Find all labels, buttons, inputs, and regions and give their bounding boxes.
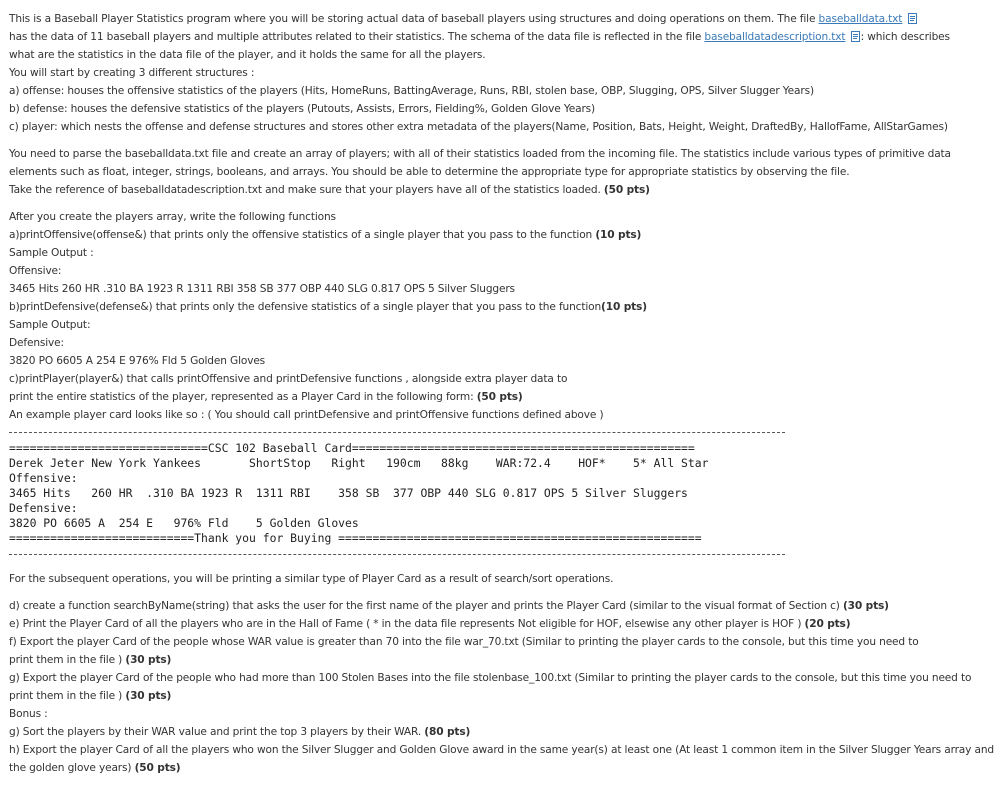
bonus-task-g — [9, 725, 470, 739]
subsequent-note: For the subsequent operations, you will be printing a similar type of Player Card as a result of search/sort operations. — [9, 573, 614, 585]
bonus-task-h-line-1: h) Export the player Card of all the players who won the Silver Slugger and Golden Glove award in the same year(s) at least one (At least 1 common item in the Silver Slugger Years array and — [9, 744, 994, 756]
parse-line-3 — [9, 183, 650, 197]
defensive-heading: Defensive: — [9, 337, 64, 349]
task-e — [9, 617, 850, 631]
document-preview-icon[interactable] — [851, 31, 861, 42]
intro-text: This is a Baseball Player Statistics program where you will be storing actual data of baseball players using structures and doing operations on them. The file — [9, 13, 819, 25]
parse-line-1: You need to parse the baseballdata.txt file and create an array of players; with all of their statistics loaded from the incoming file. The statistics include various types of primitive data — [9, 148, 951, 160]
points-label: (80 pts) — [424, 726, 471, 738]
task-e-text: e) Print the Player Card of all the players who are in the Hall of Fame ( * in the data file represents Not eligible for HOF, elsewise any other player is HOF ) — [9, 618, 802, 630]
task-c-text: print the entire statistics of the player, represented as a Player Card in the following form: — [9, 391, 474, 403]
points-label: (30 pts) — [125, 654, 172, 666]
points-label: (50 pts) — [134, 762, 181, 774]
intro-line-1 — [9, 12, 918, 26]
parse-line-2: elements such as float, integer, strings, booleans, and arrays. You should be able to determine the appropriate type for appropriate statistics by observing the file. — [9, 166, 850, 178]
points-label: (20 pts) — [804, 618, 851, 630]
parse-text: Take the reference of baseballdatadescription.txt and make sure that your players have all of the statistics loaded. — [9, 184, 601, 196]
card-footer: ===========================Thank you for Buying ===================================================== — [9, 531, 702, 545]
sample-output-label: Sample Output : — [9, 247, 94, 259]
bonus-label: Bonus : — [9, 708, 48, 720]
card-bottom-divider — [9, 554, 785, 555]
example-card-intro: An example player card looks like so : ( You should call printDefensive and printOffensive functions defined above ) — [9, 409, 604, 421]
task-g-line-2 — [9, 689, 171, 703]
intro-line-4: You will start by creating 3 different structures : — [9, 67, 255, 79]
offense-structure-desc: a) offense: houses the offensive statistics of the players (Hits, HomeRuns, BattingAverage, Runs, RBI, stolen base, OBP, Slugging, OPS, Silver Slugger Years) — [9, 85, 814, 97]
intro-text: : which describes — [860, 31, 950, 43]
points-label: (10 pts) — [601, 301, 647, 313]
task-f-line-1: f) Export the player Card of the people whose WAR value is greater than 70 into the file war_70.txt (Similar to printing the player cards to the console, but this time you need to — [9, 636, 919, 648]
card-offensive-stats: 3465 Hits 260 HR .310 BA 1923 R 1311 RBI 358 SB 377 OBP 440 SLG 0.817 OPS 5 Silver Sluggers — [9, 486, 688, 500]
baseballdata-file-link[interactable]: baseballdata.txt — [818, 13, 903, 25]
points-label: (50 pts) — [603, 184, 650, 196]
intro-line-3: what are the statistics in the data file of the player, and it holds the same for all the players. — [9, 49, 486, 61]
task-a — [9, 228, 641, 242]
defensive-sample: 3820 PO 6605 A 254 E 976% Fld 5 Golden Gloves — [9, 355, 266, 367]
offensive-sample: 3465 Hits 260 HR .310 BA 1923 R 1311 RBI 358 SB 377 OBP 440 SLG 0.817 OPS 5 Silver Sluggers — [9, 283, 515, 295]
functions-intro: After you create the players array, write the following functions — [9, 211, 336, 223]
sample-output-label: Sample Output: — [9, 319, 91, 331]
task-a-text: a)printOffensive(offense&) that prints only the offensive statistics of a single player that you pass to the function — [9, 229, 593, 241]
task-b-text: b)printDefensive(defense&) that prints only the defensive statistics of a single player that you pass to the function — [9, 301, 602, 313]
bonus-task-h-text: the golden glove years) — [9, 762, 132, 774]
document-preview-icon[interactable] — [908, 13, 918, 24]
task-g-text: print them in the file ) — [9, 690, 123, 702]
task-c-line-1: c)printPlayer(player&) that calls printOffensive and printDefensive functions , alongside extra player data to — [9, 373, 568, 385]
offensive-heading: Offensive: — [9, 265, 62, 277]
card-player-info: Derek Jeter New York Yankees ShortStop Right 190cm 88kg WAR:72.4 HOF* 5* All Star — [9, 456, 709, 470]
task-b — [9, 300, 647, 314]
task-g-line-1: g) Export the player Card of the people who had more than 100 Stolen Bases into the file stolenbase_100.txt (Similar to printing the player cards to the console, but this time you need to — [9, 672, 972, 684]
defense-structure-desc: b) defense: houses the defensive statistics of the players (Putouts, Assists, Errors, Fielding%, Golden Glove Years) — [9, 103, 596, 115]
task-d-text: d) create a function searchByName(string) that asks the user for the first name of the player and prints the Player Card (similar to the visual format of Section c) — [9, 600, 840, 612]
card-defensive-heading: Defensive: — [9, 501, 78, 515]
intro-line-2 — [9, 30, 950, 44]
baseballdatadescription-file-link[interactable]: baseballdatadescription.txt — [704, 31, 846, 43]
task-f-text: print them in the file ) — [9, 654, 123, 666]
bonus-task-g-text: g) Sort the players by their WAR value and print the top 3 players by their WAR. — [9, 726, 422, 738]
task-c-line-2 — [9, 390, 523, 404]
points-label: (50 pts) — [476, 391, 523, 403]
task-d — [9, 599, 889, 613]
player-structure-desc: c) player: which nests the offense and defense structures and stores other extra metadata of the players(Name, Position, Bats, Height, Weight, DraftedBy, HallofFame, AllStarGames) — [9, 121, 948, 133]
card-top-divider — [9, 432, 785, 433]
points-label: (10 pts) — [595, 229, 642, 241]
card-offensive-heading: Offensive: — [9, 471, 78, 485]
card-header: =============================CSC 102 Baseball Card================================================== — [9, 441, 695, 455]
bonus-task-h-line-2 — [9, 761, 180, 775]
points-label: (30 pts) — [125, 690, 172, 702]
card-defensive-stats: 3820 PO 6605 A 254 E 976% Fld 5 Golden Gloves — [9, 516, 359, 530]
task-f-line-2 — [9, 653, 171, 667]
intro-text: has the data of 11 baseball players and multiple attributes related to their statistics. The schema of the data file is reflected in the file — [9, 31, 705, 43]
points-label: (30 pts) — [842, 600, 889, 612]
